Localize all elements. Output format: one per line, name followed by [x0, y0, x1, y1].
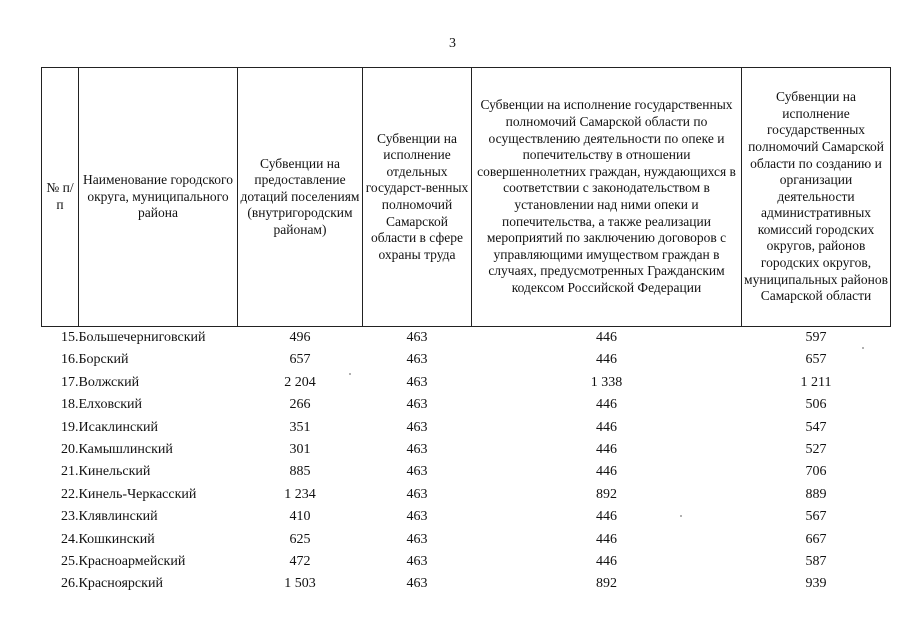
- settlement-subsidy-value: 301: [289, 442, 311, 458]
- header-labor-protection-subsidies: Субвенции на исполнение отдельных государст-венных полномочий Самарской области в сфере охраны труда: [363, 68, 472, 327]
- row-number: 25.: [61, 554, 79, 570]
- header-settlement-subsidies: Субвенции на предоставление дотаций поселениям (внутригородским районам): [238, 68, 363, 327]
- labor-protection-value: 463: [406, 419, 428, 435]
- settlement-subsidy-value: 266: [289, 397, 311, 413]
- guardianship-value: 892: [596, 576, 617, 592]
- row-number: 15.: [61, 330, 79, 345]
- guardianship-value: 892: [596, 486, 617, 502]
- table-row: [42, 573, 891, 595]
- labor-protection-value: 463: [406, 374, 428, 390]
- settlement-subsidy-value: 1 503: [284, 576, 316, 592]
- row-number: 24.: [61, 531, 79, 547]
- page-number: 3: [449, 36, 456, 51]
- administrative-commissions-value: 706: [805, 464, 827, 480]
- table-row: [42, 327, 891, 350]
- guardianship-value: 446: [596, 509, 617, 525]
- scan-speck: [862, 347, 864, 349]
- administrative-commissions-value: 506: [805, 397, 827, 413]
- administrative-commissions-value: 597: [805, 330, 827, 345]
- guardianship-value: 1 338: [590, 374, 623, 390]
- labor-protection-value: 463: [406, 486, 428, 502]
- guardianship-value: 446: [596, 442, 617, 458]
- guardianship-value: 446: [596, 330, 617, 345]
- guardianship-value: 446: [596, 554, 617, 570]
- table-row: [42, 461, 891, 483]
- table-row: [42, 349, 891, 371]
- administrative-commissions-value: 547: [805, 419, 827, 435]
- labor-protection-value: 463: [406, 531, 428, 547]
- settlement-subsidy-value: 2 204: [284, 374, 316, 390]
- labor-protection-value: 463: [406, 554, 428, 570]
- subsidies-table: [41, 67, 891, 596]
- settlement-subsidy-value: 885: [289, 464, 311, 480]
- table-row: [42, 394, 891, 416]
- row-number: 17.: [61, 374, 79, 390]
- settlement-subsidy-value: 496: [289, 330, 311, 345]
- table-row: [42, 551, 891, 573]
- labor-protection-value: 463: [406, 397, 428, 413]
- header-municipality-name: Наименование городского округа, муниципального района: [79, 68, 238, 327]
- guardianship-value: 446: [596, 464, 617, 480]
- table-header-row: [42, 68, 891, 327]
- table-row: [42, 439, 891, 461]
- labor-protection-value: 463: [406, 509, 428, 525]
- row-number: 18.: [61, 397, 79, 413]
- municipality-name: Красноармейский: [78, 554, 186, 570]
- administrative-commissions-value: 667: [805, 531, 827, 547]
- labor-protection-value: 463: [406, 330, 428, 345]
- municipality-name: Большечерниговский: [78, 330, 206, 345]
- settlement-subsidy-value: 351: [289, 419, 311, 435]
- row-number: 26.: [61, 576, 79, 592]
- settlement-subsidy-value: 1 234: [284, 486, 316, 502]
- guardianship-value: 446: [596, 352, 617, 368]
- administrative-commissions-value: 567: [805, 509, 827, 525]
- row-number: 23.: [61, 509, 79, 525]
- municipality-name: Красноярский: [78, 576, 163, 592]
- settlement-subsidy-value: 625: [289, 531, 311, 547]
- settlement-subsidy-value: 657: [289, 352, 311, 368]
- municipality-name: Борский: [78, 352, 129, 368]
- labor-protection-value: 463: [406, 352, 428, 368]
- header-number: № п/п: [42, 68, 79, 327]
- row-number: 20.: [61, 442, 79, 458]
- administrative-commissions-value: 657: [805, 352, 827, 368]
- labor-protection-value: 463: [406, 576, 428, 592]
- labor-protection-value: 463: [406, 464, 428, 480]
- municipality-name: Кинель-Черкасский: [78, 486, 197, 502]
- guardianship-value: 446: [596, 397, 617, 413]
- municipality-name: Кошкинский: [78, 531, 155, 547]
- header-guardianship-subsidies: Субвенции на исполнение государственных полномочий Самарской области по осуществлению деятельности по опеке и попечительству в отношении совершеннолетних граждан, нуждающихся в соответствии с законодательством в установлении над ними опеки и попечительства, а также реализации мероприятий по заключению договоров с управляющими имуществом граждан в случаях, предусмотренных Гражданским кодексом Российской Федерации: [472, 68, 742, 327]
- administrative-commissions-value: 889: [805, 486, 827, 502]
- row-number: 22.: [61, 486, 79, 502]
- municipality-name: Камышлинский: [78, 442, 173, 458]
- table-row: [42, 529, 891, 551]
- guardianship-value: 446: [596, 419, 617, 435]
- header-administrative-commissions-subsidies: Субвенции на исполнение государственных полномочий Самарской области по созданию и организации деятельности административных комиссий городских округов, районов городских округов, муниципальных районов Самарской области: [742, 68, 891, 327]
- table-row: [42, 417, 891, 439]
- row-number: 16.: [61, 352, 79, 368]
- administrative-commissions-value: 527: [805, 442, 827, 458]
- row-number: 19.: [61, 419, 79, 435]
- guardianship-value: 446: [596, 531, 617, 547]
- municipality-name: Волжский: [78, 374, 140, 390]
- table-row: [42, 484, 891, 506]
- table-row: [42, 372, 891, 394]
- municipality-name: Исаклинский: [78, 419, 158, 435]
- administrative-commissions-value: 939: [805, 576, 827, 592]
- settlement-subsidy-value: 410: [289, 509, 311, 525]
- municipality-name: Клявлинский: [78, 509, 158, 525]
- row-number: 21.: [61, 464, 79, 480]
- settlement-subsidy-value: 472: [289, 554, 311, 570]
- municipality-name: Елховский: [78, 397, 143, 413]
- table-row: [42, 506, 891, 528]
- administrative-commissions-value: 587: [805, 554, 827, 570]
- municipality-name: Кинельский: [78, 464, 151, 480]
- administrative-commissions-value: 1 211: [800, 374, 832, 390]
- labor-protection-value: 463: [406, 442, 428, 458]
- scan-speck: [349, 373, 351, 375]
- scan-speck: [680, 515, 682, 517]
